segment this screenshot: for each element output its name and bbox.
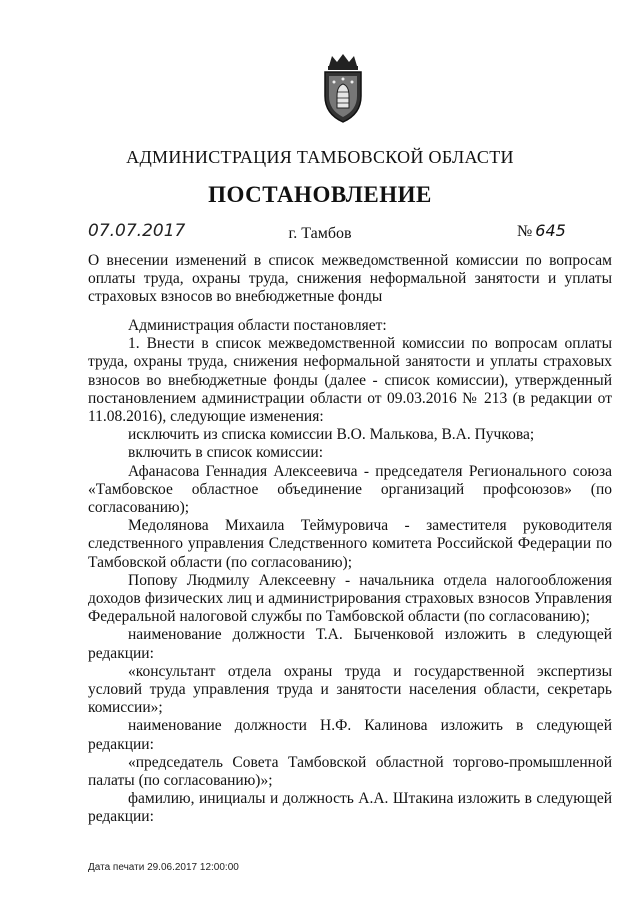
coat-of-arms-emblem <box>319 52 367 124</box>
paragraph: Афанасова Геннадия Алексеевича - председателя Регионального союза «Тамбовское областное объединение организаций профсоюзов» (по согласованию); <box>88 462 612 517</box>
paragraph: исключить из списка комиссии В.О. Малькова, В.А. Пучкова; <box>128 426 535 444</box>
paragraph: Администрация области постановляет: <box>128 317 387 334</box>
paragraph: фамилию, инициалы и должность А.А. Штакина изложить в следующей редакции: <box>88 790 612 826</box>
document-body <box>88 317 612 827</box>
paragraph: Попову Людмилу Алексеевну - начальника отдела налогообложения доходов физических лиц и администрирования страховых взносов Управления Федеральной налоговой службы по Тамбовской области (по согласованию); <box>88 571 612 626</box>
paragraph: 1. Внести в список межведомственной комиссии по вопросам оплаты труда, охраны труда, снижения неформальной занятости и уплаты страховых взносов во внебюджетные фонды (далее - список комиссии), утвержденный постановлением администрации области от 09.03.2016 № 213 (в редакции от 11.08.2016), следующие изменения: <box>88 335 612 426</box>
organization-name: АДМИНИСТРАЦИЯ ТАМБОВСКОЙ ОБЛАСТИ <box>126 147 514 167</box>
paragraph: Медолянова Михаила Теймуровича - заместителя руководителя следственного управления Следственного комитета Российской Федерации по Тамбовской области (по согласованию); <box>88 517 612 571</box>
paragraph: наименование должности Т.А. Быченковой изложить в следующей редакции: <box>88 626 612 662</box>
number-value: 645 <box>535 221 566 240</box>
print-date-footer: Дата печати 29.06.2017 12:00:00 <box>88 862 239 873</box>
document-city: г. Тамбов <box>288 225 352 242</box>
document-subject: О внесении изменений в список межведомственной комиссии по вопросам оплаты труда, охраны труда, снижения неформальной занятости и уплаты страховых взносов во внебюджетные фонды <box>88 252 612 305</box>
paragraph: включить в список комиссии: <box>128 444 324 462</box>
paragraph: «председатель Совета Тамбовской областной торгово-промышленной палаты (по согласованию)»; <box>88 753 612 790</box>
document-number <box>517 221 566 241</box>
number-label: № <box>517 223 533 240</box>
document-type: ПОСТАНОВЛЕНИЕ <box>208 182 432 207</box>
paragraph: наименование должности Н.Ф. Калинова изложить в следующей редакции: <box>88 717 612 753</box>
paragraph: «консультант отдела охраны труда и государственной экспертизы условий труда управления труда и занятости населения области, секретарь комиссии»; <box>88 662 612 717</box>
document-date: 07.07.2017 <box>88 221 186 241</box>
